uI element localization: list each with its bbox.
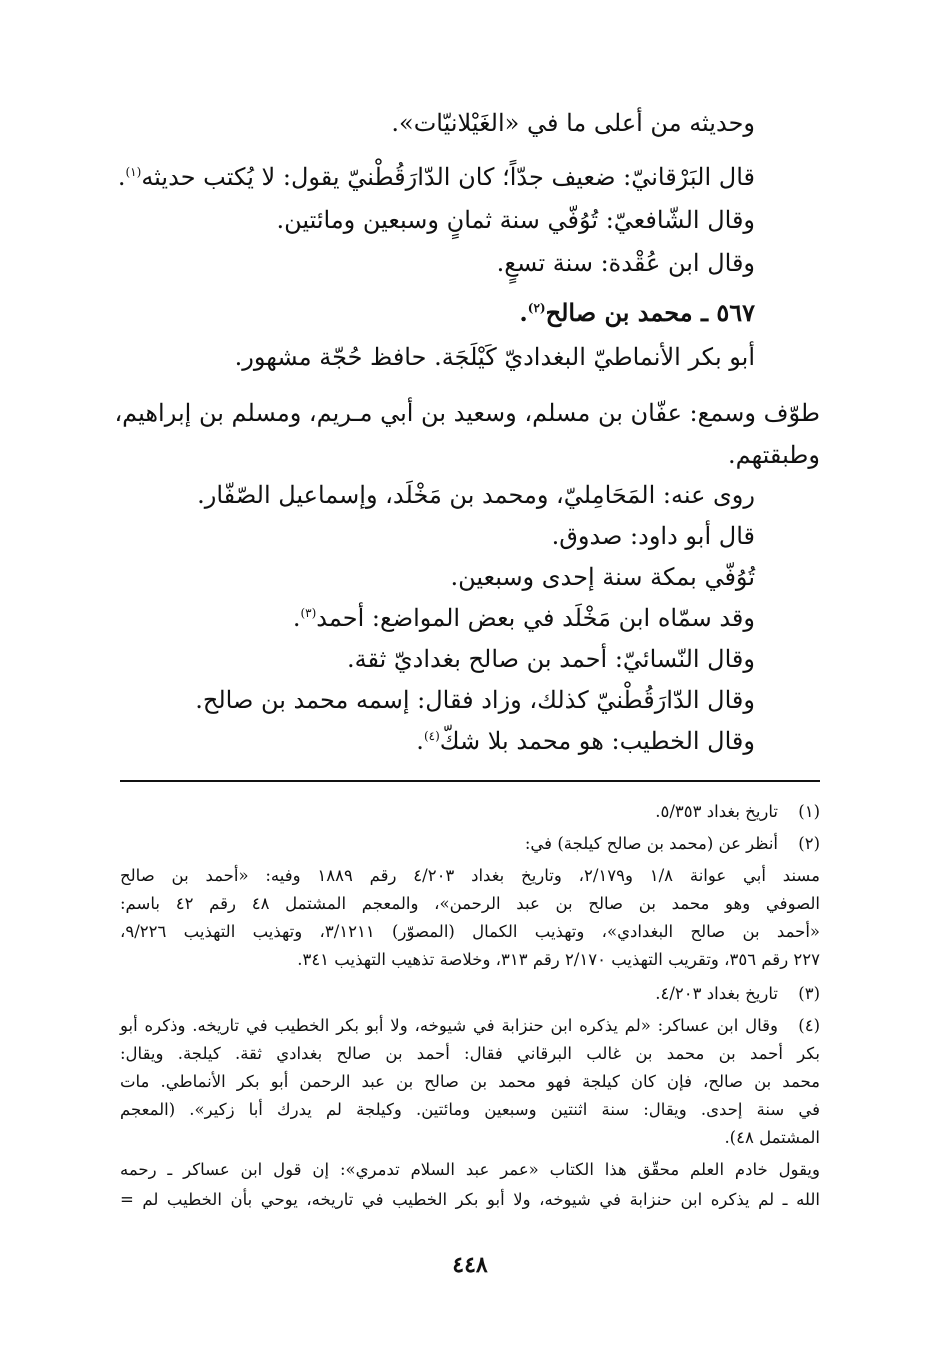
footnote-line: الله ـ لم يذكره ابن حنزابة في شيوخه، ولا أبو بكر الخطيب في تاريخه، يوحي بأن الخطيب لم =: [120, 1190, 820, 1209]
footnote-line: الصوفي وهو محمد بن صالح بن عبد الرحمن»، والمعجم المشتمل ٤٨ رقم ٤٢ باسم:: [120, 894, 821, 913]
footnote-text: أنظر عن (محمد بن صالح كيلجة) في:: [524, 834, 778, 853]
footnote-line: في سنة إحدى. ويقال: سنة اثنتين وسبعين ومائتين. وكيلجة لم يدرك أبا زكير». (المعجم: [120, 1100, 820, 1119]
text-line: طوّف وسمع: عفّان بن مسلم، وسعيد بن أبي مـريم، ومسلم بن إبراهيم،: [114, 399, 820, 427]
footnote-text: تاريخ بغداد ٤/٢٠٣.: [655, 984, 778, 1003]
entry-heading: ٥٦٧ ـ محمد بن صالح$^{(٢)}$.: [519, 298, 755, 327]
text-line: وقال الشّافعيّ: تُوُفّي سنة ثمانٍ وسبعين ومائتين.: [276, 206, 755, 234]
text-line: أبو بكر الأنماطيّ البغداديّ كَيْلَجَة. حافظ حُجّة مشهور.: [234, 343, 755, 371]
text-line: وطبقتهم.: [728, 441, 820, 469]
footnote-text: وقال ابن عساكر: «لم يذكره ابن حنزابة في شيوخه، ولا أبو بكر الخطيب في تاريخه. وذكره أبو: [120, 1016, 778, 1035]
footnote-line: مسند أبي عوانة ١/٨ و٢/١٧٩، وتاريخ بغداد ٤/٢٠٣ رقم ١٨٨٩ وفيه: «أحمد بن صالح: [120, 866, 820, 885]
footnote-number: (١): [798, 802, 820, 821]
text-line: وقال ابن عُقْدة: سنة تسعٍ.: [496, 249, 755, 277]
text-line: وقال النّسائيّ: أحمد بن صالح بغداديّ ثقة.: [346, 645, 755, 673]
footnote-separator: [120, 780, 820, 782]
page-number: ٤٤٨: [452, 1252, 488, 1278]
footnote-text: تاريخ بغداد ٥/٣٥٣.: [655, 802, 778, 821]
footnote-number: (٢): [798, 834, 820, 853]
footnote-line: محمد بن صالح، فإن كان كيلجة فهو محمد بن صالح بن عبد الرحمن أبو بكر الأنماطي. مات: [120, 1072, 820, 1091]
footnote-ref: (٤): [423, 729, 440, 743]
text-line: تُوُفّي بمكة سنة إحدى وسبعين.: [450, 563, 755, 591]
text-line: وقال الدّارَقُطْنيّ كذلك، وزاد فقال: إسمه محمد بن صالح.: [195, 686, 755, 714]
text-line: روى عنه: المَحَامِليّ، ومحمد بن مَخْلَد، وإسماعيل الصّفّار.: [197, 481, 755, 509]
text-line: وقال الخطيب: هو محمد بلا شكّ$^{(٤)}$.: [416, 727, 755, 755]
text-line: قال البَرْقانيّ: ضعيف جدّاً؛ كان الدّارَقُطْنيّ يقول: لا يُكتب حديثه$^{(١)}$.: [117, 163, 755, 191]
text-line: قال أبو داود: صدوق.: [551, 522, 755, 550]
footnote-line: «أحمد بن صالح البغدادي»، وتهذيب الكمال (المصوّر) ٣/١٢١١، وتهذيب التهذيب ٩/٢٢٦،: [120, 922, 820, 941]
text-line: وحديثه من أعلى ما في «الغَيْلانيّات».: [391, 109, 755, 137]
footnote-ref: (٢): [527, 301, 546, 315]
footnote-ref: (٣): [300, 606, 317, 620]
footnote-line: ٢٢٧ رقم ٣٥٦، وتقريب التهذيب ٢/١٧٠ رقم ٣١٣، وخلاصة تذهيب التهذيب ٣٤١.: [297, 950, 820, 969]
footnote-ref: (١): [125, 165, 142, 179]
footnote-line: المشتمل ٤٨).: [724, 1128, 820, 1147]
footnote-line: بكر أحمد بن محمد بن غالب البرقاني فقال: أحمد بن صالح بغدادي ثقة. كيلجة. ويقال:: [120, 1044, 820, 1063]
footnote-number: (٣): [798, 984, 820, 1003]
footnote-number: (٤): [798, 1016, 820, 1035]
footnote-line: ويقول خادم العلم محقّق هذا الكتاب «عمر عبد السلام تدمري»: إن قول ابن عساكر ـ رحمه: [120, 1160, 820, 1179]
text-line: وقد سمّاه ابن مَخْلَد في بعض المواضع: أحمد$^{(٣)}$.: [292, 604, 755, 632]
